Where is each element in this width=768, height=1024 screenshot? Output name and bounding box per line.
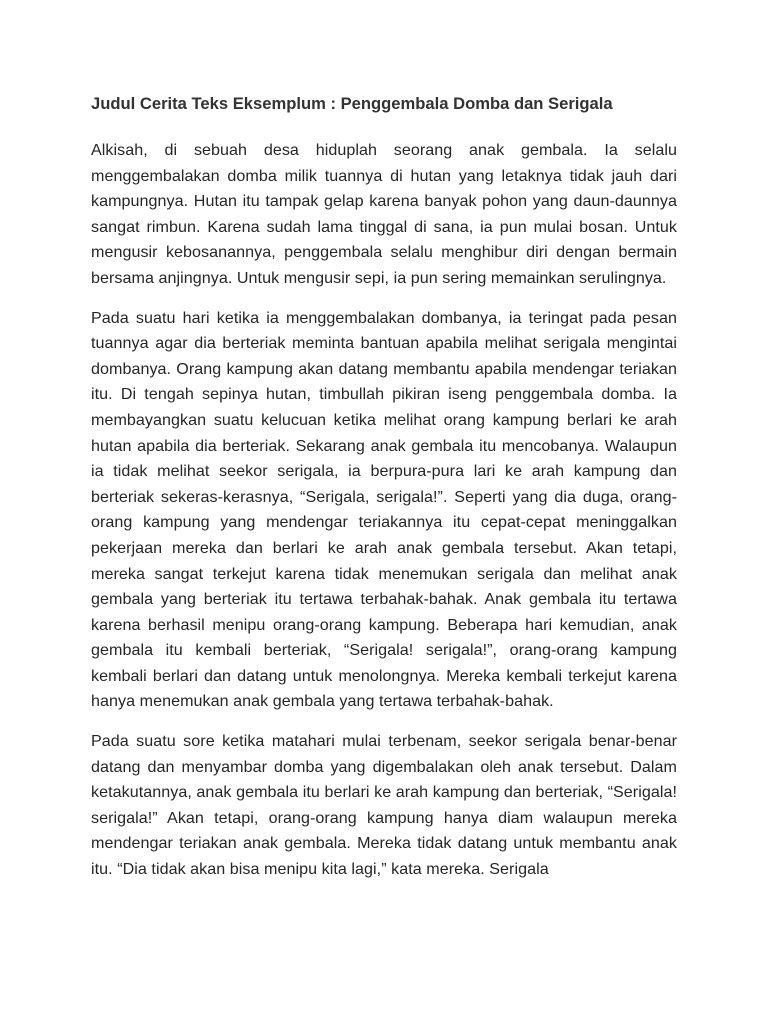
paragraph-1: Alkisah, di sebuah desa hiduplah seorang anak gembala. Ia selalu menggembalakan domba milik tuannya di hutan yang letaknya tidak jauh dari kampungnya. Hutan itu tampak gelap karena banyak pohon yang daun-daunnya sangat rimbun. Karena sudah lama tinggal di sana, ia pun mulai bosan. Untuk mengusir kebosanannya, penggembala selalu menghibur diri dengan bermain bersama anjingnya. Untuk mengusir sepi, ia pun sering memainkan serulingnya. — [91, 141, 677, 287]
paragraph-3: Pada suatu sore ketika matahari mulai terbenam, seekor serigala benar-benar datang dan menyambar domba yang digembalakan oleh anak tersebut. Dalam ketakutannya, anak gembala itu berlari ke arah kampung dan berteriak, “Serigala! serigala!” Akan tetapi, orang-orang kampung hanya diam walaupun mereka mendengar teriakan anak gembala. Mereka tidak datang untuk membantu anak itu. “Dia tidak akan bisa menipu kita lagi,” kata mereka. Serigala — [91, 732, 677, 879]
story-title: Judul Cerita Teks Eksemplum : Penggembala Domba dan Serigala — [91, 94, 613, 113]
paragraph-2: Pada suatu hari ketika ia menggembalakan dombanya, ia teringat pada pesan tuannya agar dia berteriak meminta bantuan apabila melihat serigala mengintai dombanya. Orang kampung akan datang membantu apabila mendengar teriakan itu. Di tengah sepinya hutan, timbullah pikiran iseng penggembala domba. Ia membayangkan suatu kelucuan ketika melihat orang kampung berlari ke arah hutan apabila dia berteriak. Sekarang anak gembala itu mencobanya. Walaupun ia tidak melihat seekor serigala, ia berpura-pura lari ke arah kampung dan berteriak sekeras-kerasnya, “Serigala, serigala!”. Seperti yang dia duga, orang-orang kampung yang mendengar teriakannya itu cepat-cepat meninggalkan pekerjaan mereka dan berlari ke arah anak gembala tersebut. Akan tetapi, mereka sangat terkejut karena tidak menemukan serigala dan melihat anak gembala yang berteriak itu tertawa terbahak-bahak. Anak gembala itu tertawa karena berhasil menipu orang-orang kampung. Beberapa hari kemudian, anak gembala itu kembali berteriak, “Serigala! serigala!”, orang-orang kampung kembali berlari dan datang untuk menolongnya. Mereka kembali terkejut karena hanya menemukan anak gembala yang tertawa terbahak-bahak. — [91, 308, 677, 711]
